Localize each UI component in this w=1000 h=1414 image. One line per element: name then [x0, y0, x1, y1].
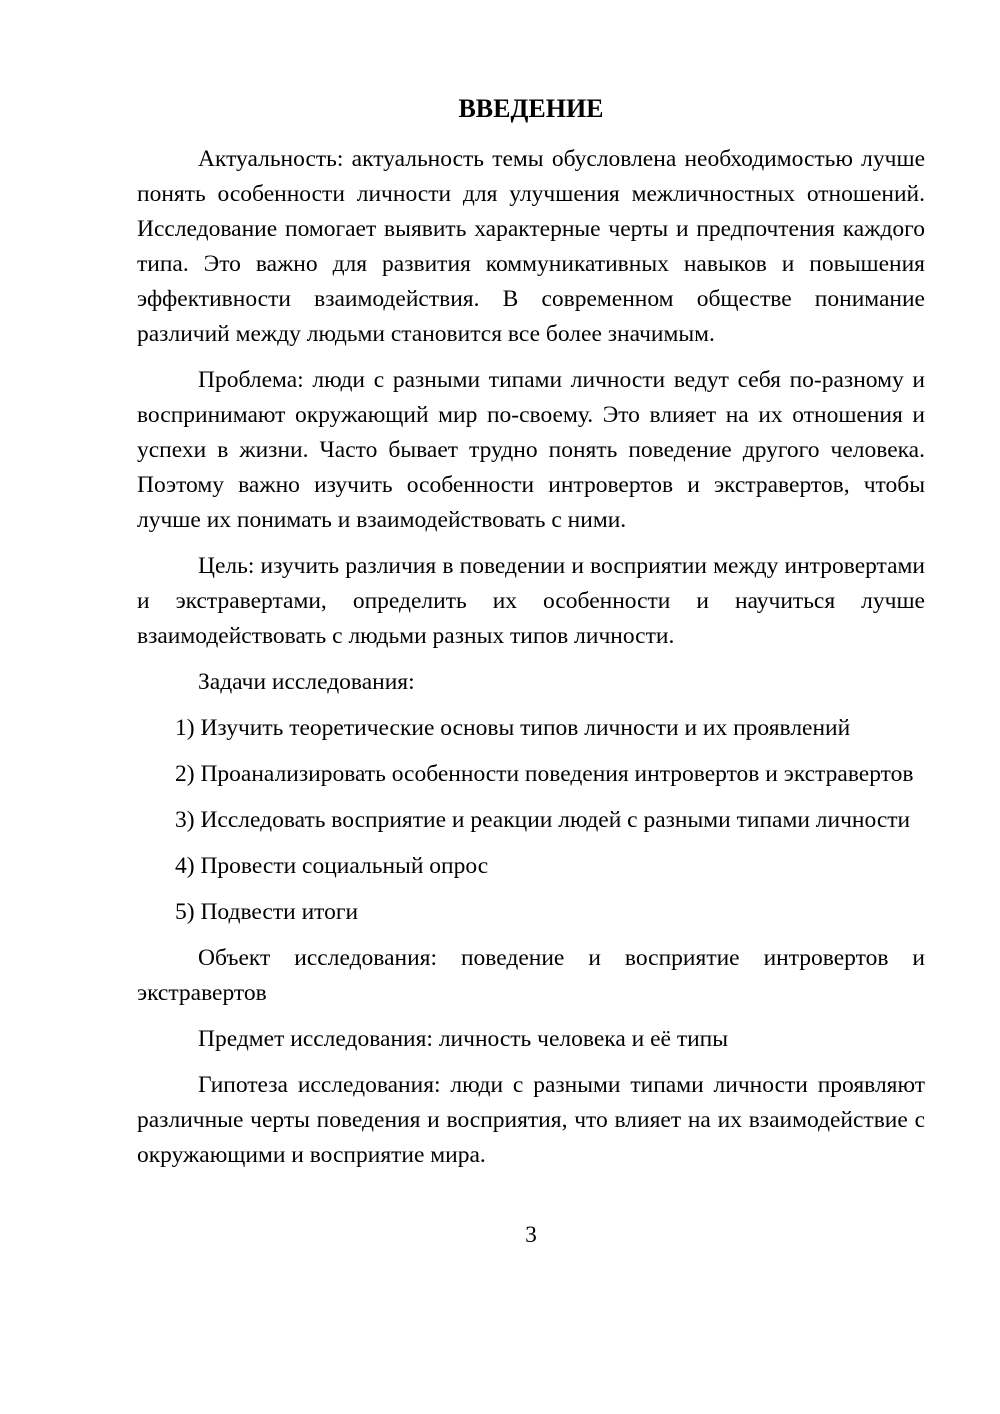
paragraph-hypothesis: Гипотеза исследования: люди с разными типами личности проявляют различные черты поведения и восприятия, что влияет на их взаимодействие с окружающими и восприятие мира. — [137, 1072, 925, 1168]
task-item-2: 2) Проанализировать особенности поведения интровертов и экстравертов — [175, 761, 914, 787]
tasks-list — [137, 711, 925, 930]
paragraph-subject: Предмет исследования: личность человека и её типы — [198, 1026, 729, 1052]
paragraph-goal: Цель: изучить различия в поведении и восприятии между интровертами и экстравертами, определить их особенности и научиться лучше взаимодействовать с людьми разных типов личности. — [137, 553, 925, 649]
page-title: ВВЕДЕНИЕ — [458, 94, 604, 123]
paragraph-problem: Проблема: люди с разными типами личности ведут себя по-разному и воспринимают окружающий мир по-своему. Это влияет на их отношения и успехи в жизни. Часто бывает трудно понять поведение другого человека. Поэтому важно изучить особенности интровертов и экстравертов, чтобы лучше их понимать и взаимодействовать с ними. — [137, 367, 925, 533]
task-item-3: 3) Исследовать восприятие и реакции людей с разными типами личности — [175, 807, 911, 833]
paragraph-object: Объект исследования: поведение и восприятие интровертов и экстравертов — [137, 945, 925, 1006]
task-item-4: 4) Провести социальный опрос — [175, 853, 489, 879]
page-number: 3 — [525, 1222, 537, 1248]
task-item-1: 1) Изучить теоретические основы типов личности и их проявлений — [175, 715, 851, 741]
paragraph-actuality: Актуальность: актуальность темы обусловлена необходимостью лучше понять особенности личности для улучшения межличностных отношений. Исследование помогает выявить характерные черты и предпочтения каждого типа. Это важно для развития коммуникативных навыков и повышения эффективности взаимодействия. В современном обществе понимание различий между людьми становится все более значимым. — [137, 146, 925, 347]
tasks-heading: Задачи исследования: — [198, 669, 415, 695]
task-item-5: 5) Подвести итоги — [175, 899, 359, 925]
